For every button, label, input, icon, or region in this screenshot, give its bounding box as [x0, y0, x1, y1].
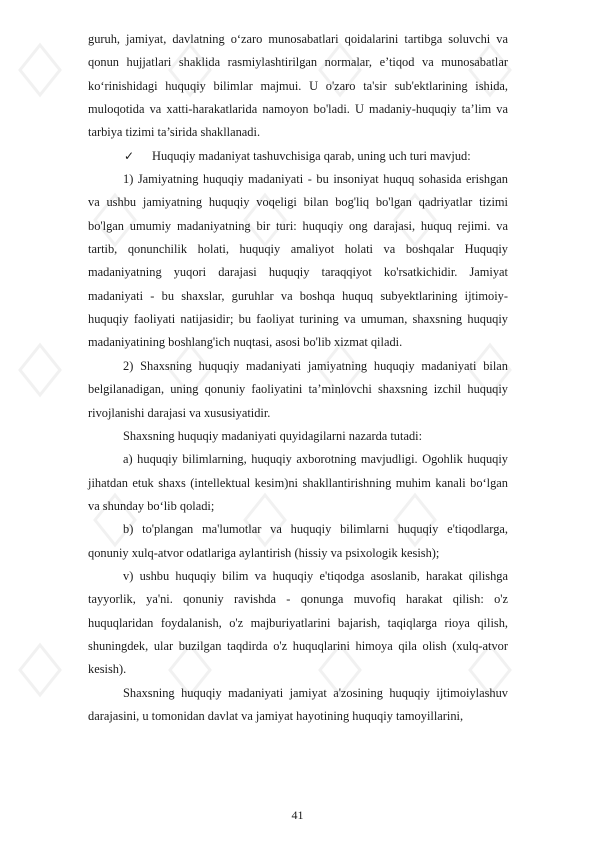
paragraph-final: Shaxsning huquqiy madaniyati jamiyat a'zosining huquqiy ijtimoiylashuv darajasini, u tomonidan davlat va jamiyat hayotining huquqiy tamoyillarini, — [88, 685, 508, 723]
paragraph-list-intro: Shaxsning huquqiy madaniyati quyidagilarni nazarda tutadi: — [123, 428, 423, 443]
list-item-v: v) ushbu huquqiy bilim va huquqiy e'tiqodga asoslanib, harakat qilishga tayyorlik, ya'ni. qonuniy ravishda - qonunga muvofiq harakat qilish: o'z huquqlaridan foydalanish, o'z majburiyatlarini bajarish, taqiqlarga rioya qilish, shuningdek, ular buzilgan taqdirda o'z huquqlarini himoya qila olish (xulq-atvor kesish). — [88, 568, 508, 677]
body-text — [88, 28, 508, 728]
checklist-item-text: Huquqiy madaniyat tashuvchisiga qarab, uning uch turi mavjud: — [152, 148, 471, 163]
list-item-b: b) to'plangan ma'lumotlar va huquqiy bilimlarni huquqiy e'tiqodlarga, qonuniy xulq-atvor odatlariga aylantirish (hissiy va psixologik kesish); — [88, 522, 508, 560]
checklist-item — [88, 145, 508, 168]
paragraph-society-legal-culture: 1) Jamiyatning huquqiy madaniyati - bu insoniyat huquq sohasida erishgan va ushbu jamiyatning huquqiy voqeligi bilan bog'liq bo'lgan qadriyatlar tizimi bo'lgan umumiy madaniyatning bir turi: huquqiy ong darajasi, huquq rejimi. va tartib, qonunchilik holati, huquqiy amaliyot holati va boshqalar Huquqiy madaniyatning yuqori darajasi huquqiy taraqqiyot ko'rsatkichidir. Jamiyat madaniyati - bu shaxslar, guruhlar va boshqa huquq subyektlarining ijtimoiy-huquqiy faoliyati natijasidir; bu faoliyat turining va umuman, shaxsning huquqiy madaniyatining boshlang'ich nuqtasi, asosi bo'lib xizmat qiladi. — [88, 172, 508, 350]
check-mark-icon: ✓ — [123, 148, 135, 163]
page-number: 41 — [291, 808, 304, 822]
list-item-a: a) huquqiy bilimlarning, huquqiy axborotning mavjudligi. Ogohlik huquqiy jihatdan etuk shaxs (intellektual kesim)ni shakllantirishning muhim kanali bo‘lgan va shunday bo‘lib qoladi; — [88, 452, 508, 513]
paragraph-personal-legal-culture: 2) Shaxsning huquqiy madaniyati jamiyatning huquqiy madaniyati bilan belgilanadigan, uning qonuniy faoliyatini ta’minlovchi shaxsning izchil huquqiy rivojlanishi darajasi va xususiyatidir. — [88, 358, 508, 420]
paragraph-intro-continuation: guruh, jamiyat, davlatning o‘zaro munosabatlari qoidalarini tartibga soluvchi va qonun hujjatlari shaklida rasmiylashtirilgan normalar, e’tiqod va munosabatlar ko‘rinishidagi huquqiy bilimlar majmui. U o'zaro ta'sir sub'ektlarining ishida, muloqotida va xatti-harakatlarida namoyon bo'ladi. U madaniy-huquqiy ta’lim va tarbiya tizimi ta’sirida shakllanadi. — [88, 32, 508, 140]
